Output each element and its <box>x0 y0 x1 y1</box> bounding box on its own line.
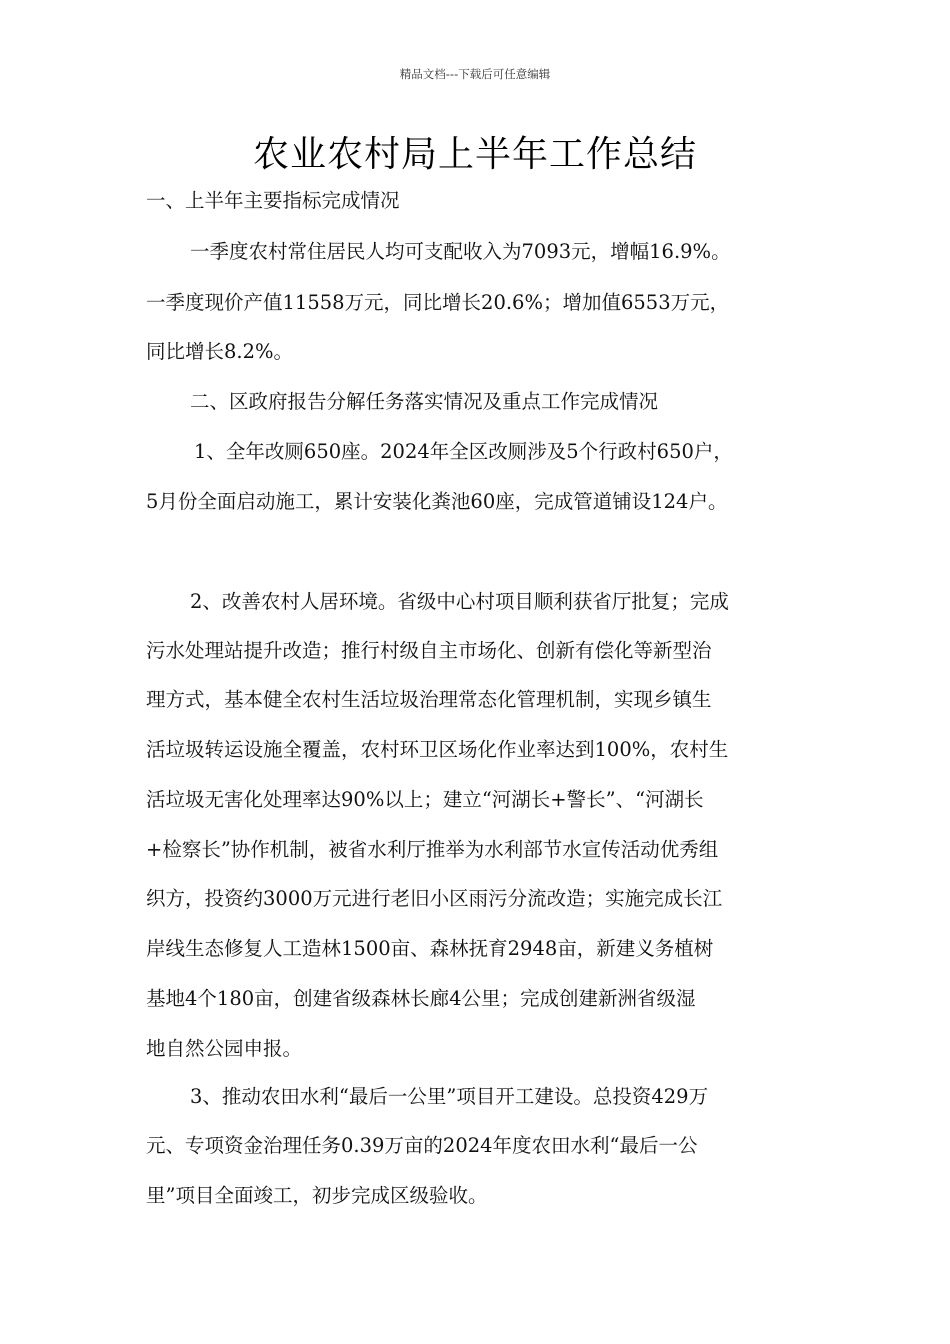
paragraph-line: 活垃圾转运设施全覆盖，农村环卫区场化作业率达到100%，农村生 <box>146 738 729 761</box>
paragraph-line: 元、专项资金治理任务0.39万亩的2024年度农田水利“最后一公 <box>146 1134 698 1157</box>
paragraph-line: 活垃圾无害化处理率达90%以上；建立“河湖长+警长”、“河湖长 <box>146 788 704 811</box>
header-note: 精品文档---下载后可任意编辑 <box>399 67 551 81</box>
paragraph-line: 地自然公园申报。 <box>146 1037 303 1060</box>
document-title: 农业农村局上半年工作总结 <box>252 134 697 175</box>
paragraph-line: 3、推动农田水利“最后一公里”项目开工建设。总投资429万 <box>190 1085 709 1108</box>
paragraph-line: 1、全年改厕650座。2024年全区改厕涉及5个行政村650户， <box>194 440 733 463</box>
paragraph-line: 一季度现价产值11558万元，同比增长20.6%；增加值6553万元， <box>146 291 730 314</box>
paragraph-line: +检察长”协作机制，被省水利厅推举为水利部节水宣传活动优秀组 <box>146 838 719 861</box>
paragraph-line: 污水处理站提升改造；推行村级自主市场化、创新有偿化等新型治 <box>146 639 712 662</box>
paragraph-line: 5月份全面启动施工，累计安装化粪池60座，完成管道铺设124户。 <box>146 490 728 513</box>
paragraph-line: 一季度农村常住居民人均可支配收入为7093元，增幅16.9%。 <box>190 240 731 263</box>
paragraph-line: 2、改善农村人居环境。省级中心村项目顺利获省厅批复；完成 <box>190 590 729 613</box>
paragraph-line: 同比增长8.2%。 <box>146 340 294 363</box>
paragraph-line: 织方，投资约3000万元进行老旧小区雨污分流改造；实施完成长江 <box>146 887 723 910</box>
section-heading-2: 二、区政府报告分解任务落实情况及重点工作完成情况 <box>190 390 659 413</box>
paragraph-line: 基地4个180亩，创建省级森林长廊4公里；完成创建新洲省级湿 <box>146 987 696 1010</box>
paragraph-line: 里”项目全面竣工，初步完成区级验收。 <box>146 1184 488 1207</box>
section-heading-1: 一、上半年主要指标完成情况 <box>146 189 400 212</box>
paragraph-line: 理方式，基本健全农村生活垃圾治理常态化管理机制，实现乡镇生 <box>146 688 712 711</box>
paragraph-line: 岸线生态修复人工造林1500亩、森林抚育2948亩，新建义务植树 <box>146 937 714 960</box>
